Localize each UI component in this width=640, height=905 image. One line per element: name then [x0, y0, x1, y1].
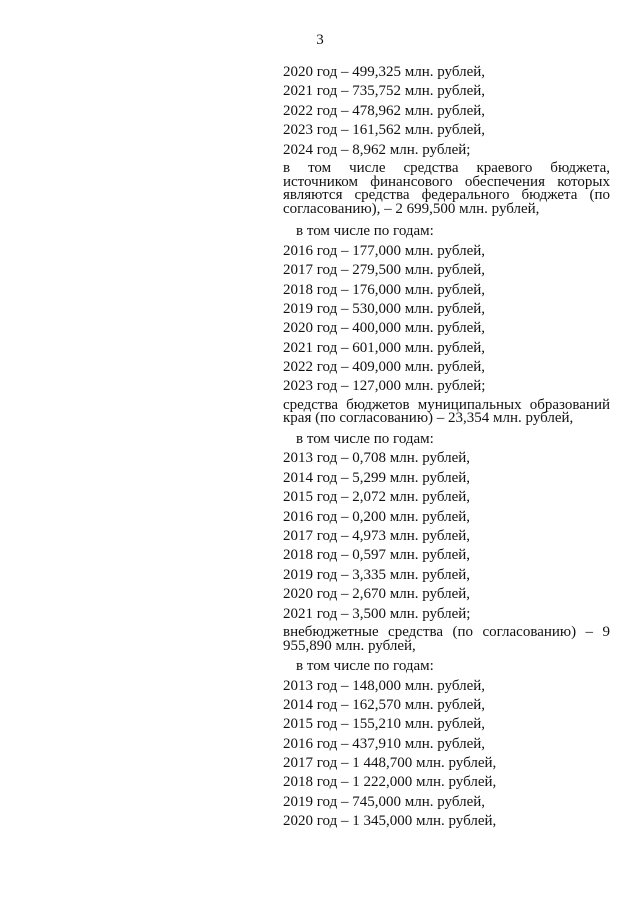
list-item: 2016 год – 0,200 млн. рублей,	[283, 508, 471, 525]
list-item: 2022 год – 409,000 млн. рублей,	[283, 359, 486, 376]
list-item: 2015 год – 155,210 млн. рублей,	[283, 716, 486, 733]
list-item: 2018 год – 176,000 млн. рублей,	[283, 281, 486, 298]
funding-list-municipal	[283, 449, 610, 624]
subheading-by-years: в том числе по годам:	[296, 431, 434, 448]
list-item: 2017 год – 1 448,700 млн. рублей,	[283, 755, 497, 772]
list-item: 2017 год – 4,973 млн. рублей,	[283, 527, 471, 544]
paragraph-extrabudgetary-funds: внебюджетные средства (по согласованию) – 9 955,890 млн. рублей,	[283, 623, 610, 654]
list-item: 2019 год – 3,335 млн. рублей,	[283, 566, 471, 583]
list-item: 2015 год – 2,072 млн. рублей,	[283, 489, 471, 506]
paragraph-municipal-funds: средства бюджетов муниципальных образований края (по согласованию) – 23,354 млн. рублей,	[283, 396, 610, 427]
list-item: 2013 год – 148,000 млн. рублей,	[283, 677, 486, 694]
list-item: 2017 год – 279,500 млн. рублей,	[283, 262, 486, 279]
list-item: 2019 год – 530,000 млн. рублей,	[283, 300, 486, 317]
list-item: 2020 год – 2,670 млн. рублей,	[283, 586, 471, 603]
list-item: 2016 год – 177,000 млн. рублей,	[283, 242, 486, 259]
list-item: 2020 год – 400,000 млн. рублей,	[283, 320, 486, 337]
funding-list-regional	[283, 63, 610, 160]
subheading-by-years: в том числе по годам:	[296, 658, 434, 675]
list-item: 2013 год – 0,708 млн. рублей,	[283, 450, 471, 467]
list-item: 2014 год – 5,299 млн. рублей,	[283, 469, 471, 486]
list-item: 2016 год – 437,910 млн. рублей,	[283, 735, 486, 752]
list-item: 2018 год – 0,597 млн. рублей,	[283, 547, 471, 564]
list-item: 2021 год – 735,752 млн. рублей,	[283, 83, 486, 100]
list-item: 2022 год – 478,962 млн. рублей,	[283, 102, 486, 119]
list-item: 2020 год – 1 345,000 млн. рублей,	[283, 813, 497, 830]
list-item: 2021 год – 601,000 млн. рублей,	[283, 339, 486, 356]
paragraph-federal-funds: в том числе средства краевого бюджета, источником финансового обеспечения которых являются средства федерального бюджета (по согласованию), – 2 699,500 млн. рублей,	[283, 159, 610, 217]
document-body	[283, 63, 610, 832]
list-item: 2024 год – 8,962 млн. рублей;	[283, 141, 471, 158]
list-item: 2019 год – 745,000 млн. рублей,	[283, 793, 486, 810]
funding-list-federal	[283, 242, 610, 397]
list-item: 2018 год – 1 222,000 млн. рублей,	[283, 774, 497, 791]
list-item: 2023 год – 161,562 млн. рублей,	[283, 122, 486, 139]
list-item: 2023 год – 127,000 млн. рублей;	[283, 378, 486, 395]
funding-list-extrabudgetary	[283, 677, 610, 832]
list-item: 2020 год – 499,325 млн. рублей,	[283, 64, 486, 80]
subheading-by-years: в том числе по годам:	[296, 223, 434, 240]
page-number: 3	[316, 32, 324, 48]
list-item: 2014 год – 162,570 млн. рублей,	[283, 696, 486, 713]
list-item: 2021 год – 3,500 млн. рублей;	[283, 605, 471, 622]
